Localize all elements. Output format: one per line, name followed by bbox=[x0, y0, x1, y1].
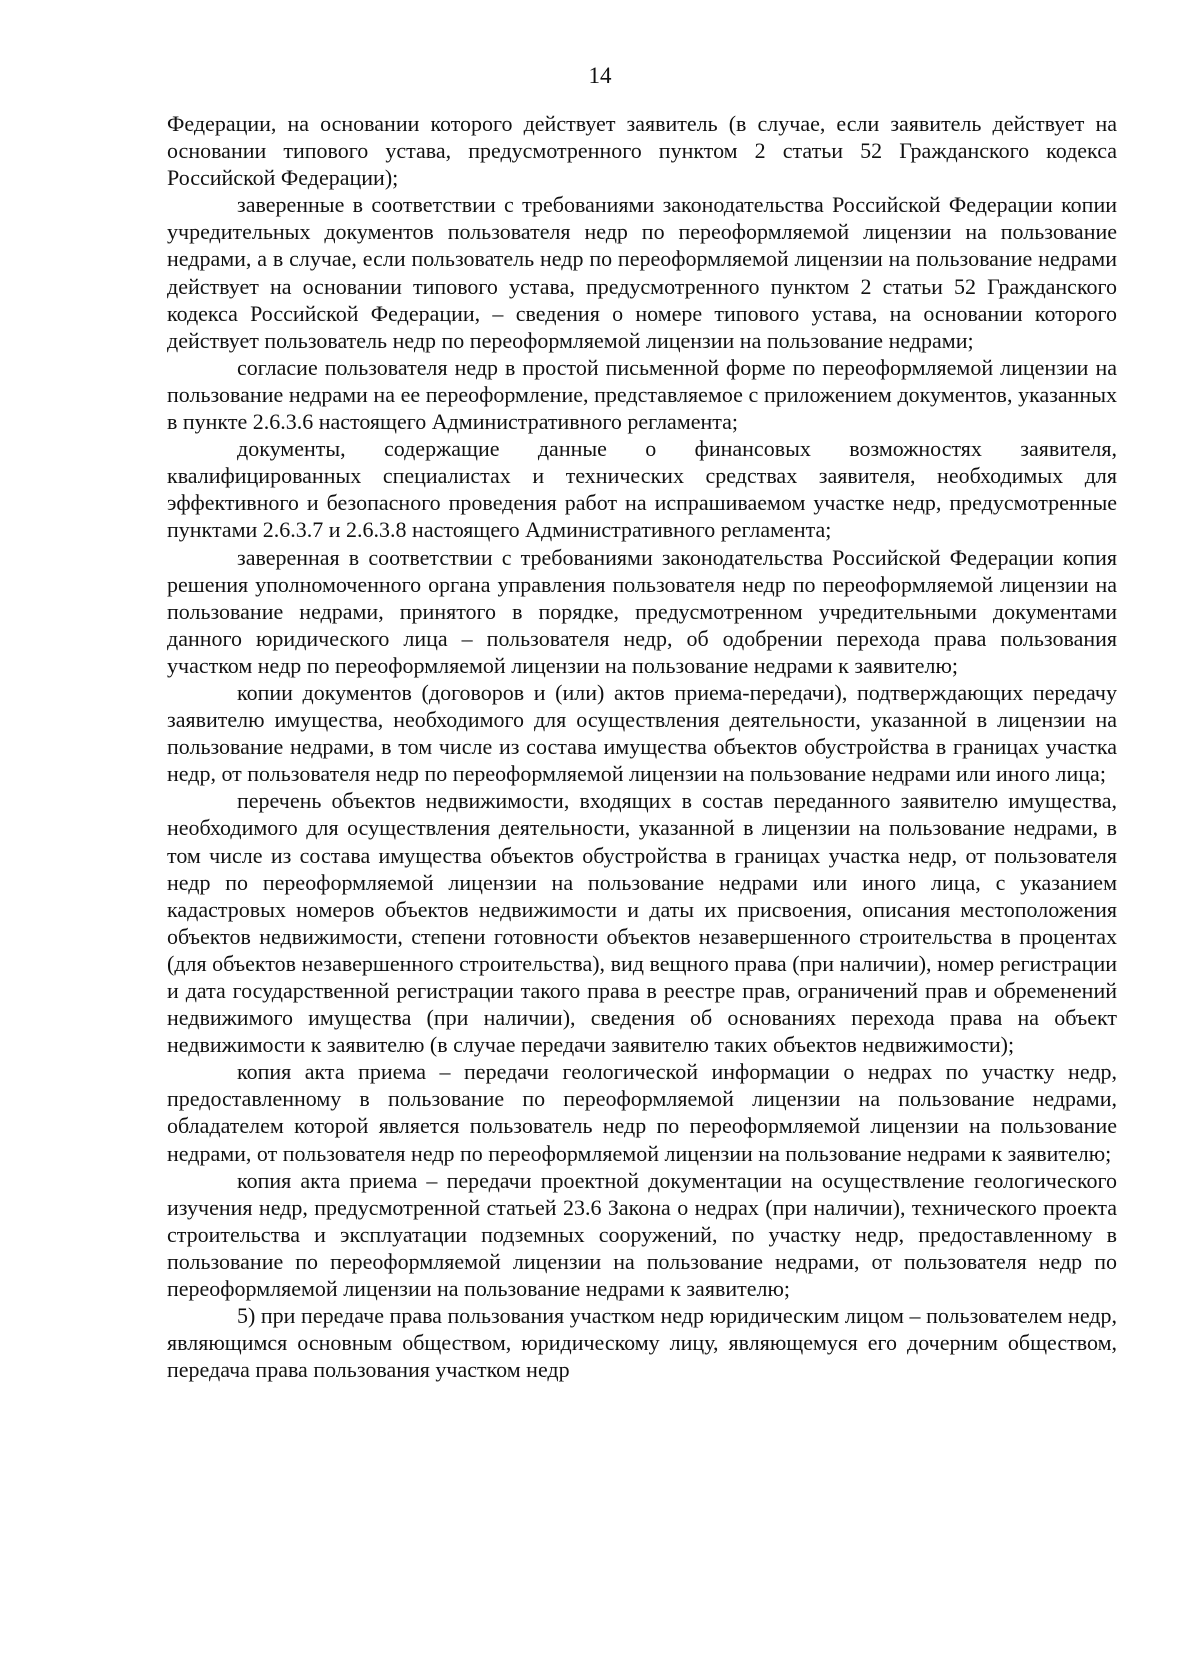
paragraph: документы, содержащие данные о финансовых возможностях заявителя, квалифицированных специалистах и технических средствах заявителя, необходимых для эффективного и безопасного проведения работ на испрашиваемом участке недр, предусмотренные пунктами 2.6.3.7 и 2.6.3.8 настоящего Административного регламента; bbox=[167, 436, 1117, 543]
paragraph: копия акта приема – передачи проектной документации на осуществление геологического изучения недр, предусмотренной статьей 23.6 Закона о недрах (при наличии), технического проекта строительства и эксплуатации подземных сооружений, по участку недр, предоставленному в пользование по переоформляемой лицензии на пользование недрами, от пользователя недр по переоформляемой лицензии на пользование недрами к заявителю; bbox=[167, 1167, 1117, 1302]
paragraph: Федерации, на основании которого действует заявитель (в случае, если заявитель действует на основании типового устава, предусмотренного пунктом 2 статьи 52 Гражданского кодекса Российской Федерации); bbox=[167, 111, 1117, 191]
paragraph: копии документов (договоров и (или) актов приема-передачи), подтверждающих передачу заявителю имущества, необходимого для осуществления деятельности, указанной в лицензии на пользование недрами, в том числе из состава имущества объектов обустройства в границах участка недр, от пользователя недр по переоформляемой лицензии на пользование недрами или иного лица; bbox=[167, 679, 1117, 787]
paragraph: заверенная в соответствии с требованиями законодательства Российской Федерации копия решения уполномоченного органа управления пользователя недр по переоформляемой лицензии на пользование недрами, принятого в порядке, предусмотренном учредительными документами данного юридического лица – пользователя недр, об одобрении перехода права пользования участком недр по переоформляемой лицензии на пользование недрами к заявителю; bbox=[167, 544, 1117, 678]
paragraph: перечень объектов недвижимости, входящих в состав переданного заявителю имущества, необходимого для осуществления деятельности, указанной в лицензии на пользование недрами, в том числе из состава имущества объектов обустройства в границах участка недр, от пользователя недр по переоформляемой лицензии на пользование недрами или иного лица, с указанием кадастровых номеров объектов недвижимости и даты их присвоения, описания местоположения объектов недвижимости, степени готовности объектов незавершенного строительства в процентах (для объектов незавершенного строительства), вид вещного права (при наличии), номер регистрации и дата государственной регистрации такого права в реестре прав, ограничений прав и обременений недвижимого имущества (при наличии), сведения об основаниях перехода права на объект недвижимости к заявителю (в случае передачи заявителю таких объектов недвижимости); bbox=[167, 788, 1117, 1058]
document-body bbox=[167, 110, 1117, 1383]
paragraph: копия акта приема – передачи геологической информации о недрах по участку недр, предоставленному в пользование по переоформляемой лицензии на пользование недрами, обладателем которой является пользователь недр по переоформляемой лицензии на пользование недрами, от пользователя недр по переоформляемой лицензии на пользование недрами к заявителю; bbox=[167, 1059, 1117, 1166]
page-number: 14 bbox=[588, 63, 612, 88]
paragraph: согласие пользователя недр в простой письменной форме по переоформляемой лицензии на пользование недрами на ее переоформление, представляемое с приложением документов, указанных в пункте 2.6.3.6 настоящего Административного регламента; bbox=[167, 354, 1117, 435]
paragraph: 5) при передаче права пользования участком недр юридическим лицом – пользователем недр, являющимся основным обществом, юридическому лицу, являющемуся его дочерним обществом, передача права пользования участком недр bbox=[167, 1303, 1117, 1383]
paragraph: заверенные в соответствии с требованиями законодательства Российской Федерации копии учредительных документов пользователя недр по переоформляемой лицензии на пользование недрами, а в случае, если пользователь недр по переоформляемой лицензии на пользование недрами действует на основании типового устава, предусмотренного пунктом 2 статьи 52 Гражданского кодекса Российской Федерации, – сведения о номере типового устава, на основании которого действует пользователь недр по переоформляемой лицензии на пользование недрами; bbox=[167, 192, 1117, 353]
